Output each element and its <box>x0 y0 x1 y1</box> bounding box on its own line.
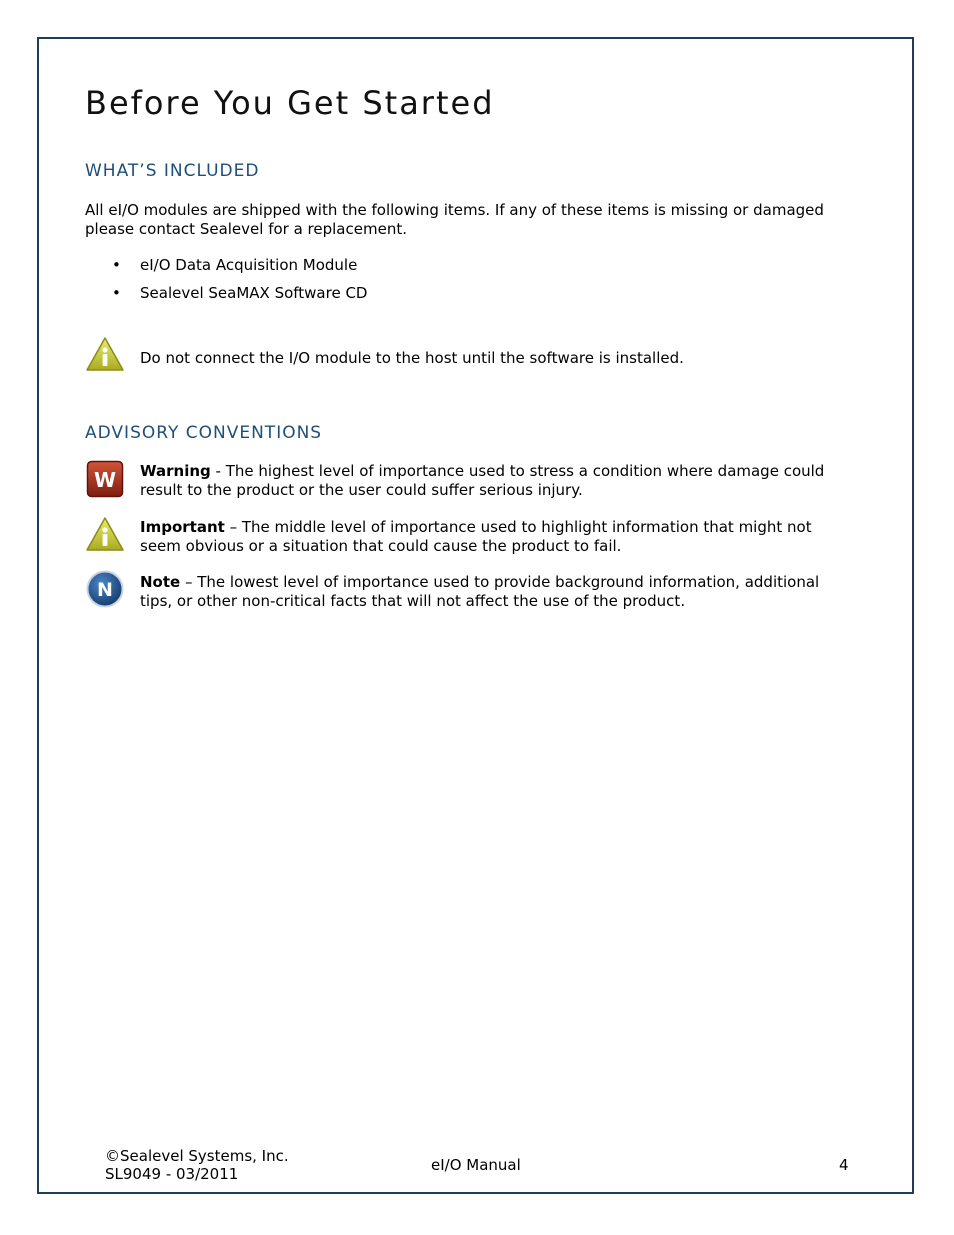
note-icon <box>86 570 124 608</box>
footer-copyright: ©Sealevel Systems, Inc. <box>105 1147 289 1165</box>
warning-icon-letter: W <box>93 468 117 492</box>
warning-label: Warning <box>140 462 211 480</box>
important-icon <box>85 516 125 552</box>
important-icon <box>85 336 125 372</box>
footer-manual-title: eI/O Manual <box>431 1156 521 1174</box>
bullet-icon: • <box>112 284 121 302</box>
footer-page-number: 4 <box>839 1156 849 1174</box>
bullet-icon: • <box>112 256 121 274</box>
important-text-line-1: – The middle level of importance used to highlight information that might not <box>224 518 812 536</box>
whats-included-intro <box>85 201 824 238</box>
note-label: Note <box>140 573 181 591</box>
footer-copyright-block <box>105 1147 289 1183</box>
note-text-line-2: tips, or other non-critical facts that will not affect the use of the product. <box>140 591 686 610</box>
list-item-text: eI/O Data Acquisition Module <box>140 256 358 274</box>
note-text-line-1: – The lowest level of importance used to provide background information, additional <box>180 573 820 591</box>
note-icon-letter: N <box>97 579 113 601</box>
intro-line-1: All eI/O modules are shipped with the following items. If any of these items is missing or damaged <box>85 201 824 219</box>
included-items-list <box>110 256 367 312</box>
warning-text-line-1: - The highest level of importance used to stress a condition where damage could <box>210 462 825 480</box>
warning-description <box>140 462 824 499</box>
intro-line-2: please contact Sealevel for a replacement. <box>85 219 407 238</box>
install-notice: Do not connect the I/O module to the host until the software is installed. <box>140 349 684 367</box>
list-item <box>110 256 367 284</box>
list-item <box>110 284 367 312</box>
whats-included-heading: WHAT’S INCLUDED <box>85 161 260 181</box>
footer-doc-number: SL9049 - 03/2011 <box>105 1165 239 1183</box>
note-description <box>140 573 819 610</box>
advisory-conventions-heading: ADVISORY CONVENTIONS <box>85 423 323 443</box>
page-title: Before You Get Started <box>85 84 495 122</box>
important-description <box>140 518 812 555</box>
important-label: Important <box>140 518 225 536</box>
warning-icon <box>86 460 124 498</box>
warning-text-line-2: result to the product or the user could suffer serious injury. <box>140 480 583 499</box>
list-item-text: Sealevel SeaMAX Software CD <box>140 284 368 302</box>
important-text-line-2: seem obvious or a situation that could cause the product to fail. <box>140 536 622 555</box>
